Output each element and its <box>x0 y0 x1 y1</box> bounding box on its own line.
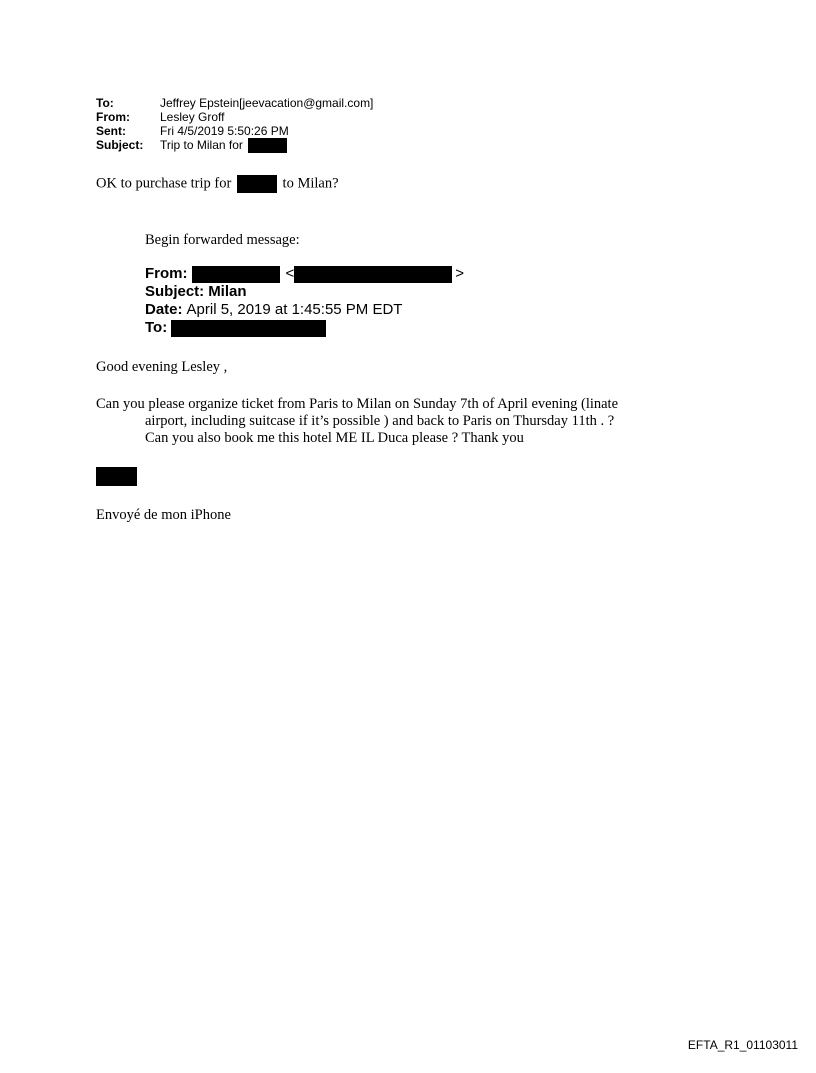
header-subject-value <box>160 138 287 152</box>
sent-from: Envoyé de mon iPhone <box>96 507 231 523</box>
fwd-to-row <box>145 319 464 337</box>
forwarded-header <box>145 265 464 337</box>
header-from-row <box>96 110 373 124</box>
message-line-2: airport, including suitcase if it’s possible ) and back to Paris on Thursday 11th . ? <box>145 413 615 429</box>
bates-number: EFTA_R1_01103011 <box>687 1038 798 1052</box>
ok-line <box>96 175 339 193</box>
header-subject-text: Trip to Milan for <box>160 138 243 152</box>
fwd-from-label: From: <box>145 265 188 282</box>
fwd-lt: < <box>285 265 295 282</box>
greeting: Good evening Lesley , <box>96 359 228 375</box>
header-to-value: Jeffrey Epstein[jeevacation@gmail.com] <box>160 96 374 110</box>
email-header <box>96 96 373 152</box>
header-from-value: Lesley Groff <box>160 110 225 124</box>
header-subject-label: Subject: <box>96 138 144 152</box>
fwd-date-label: Date: <box>145 301 183 318</box>
redaction-block <box>237 175 277 193</box>
fwd-to-label: To: <box>145 319 168 336</box>
message-body <box>96 396 618 447</box>
header-from-label: From: <box>96 110 130 124</box>
header-subject-row <box>96 138 373 152</box>
redaction-block <box>294 266 452 283</box>
header-to-row <box>96 96 373 110</box>
fwd-subject-row <box>145 283 464 301</box>
ok-prefix: OK to purchase trip for <box>96 175 232 192</box>
header-sent-label: Sent: <box>96 124 126 138</box>
fwd-date-row <box>145 301 464 319</box>
redaction-block <box>248 138 287 153</box>
message-line-1: Can you please organize ticket from Paris to Milan on Sunday 7th of April evening (linate <box>96 396 619 412</box>
redaction-block <box>192 266 280 283</box>
header-sent-row <box>96 124 373 138</box>
fwd-gt: > <box>455 265 465 282</box>
ok-suffix: to Milan? <box>282 175 339 192</box>
header-sent-value: Fri 4/5/2019 5:50:26 PM <box>160 124 289 138</box>
fwd-from-row <box>145 265 464 283</box>
fwd-subject-label: Subject: <box>145 283 205 300</box>
message-line-3: Can you also book me this hotel ME IL Duca please ? Thank you <box>145 430 524 446</box>
header-to-label: To: <box>96 96 114 110</box>
fwd-subject-value: Milan <box>208 283 247 300</box>
begin-forwarded: Begin forwarded message: <box>145 232 300 248</box>
signature-redaction <box>96 467 137 486</box>
redaction-block <box>171 320 326 337</box>
fwd-date-value: April 5, 2019 at 1:45:55 PM EDT <box>186 301 403 318</box>
